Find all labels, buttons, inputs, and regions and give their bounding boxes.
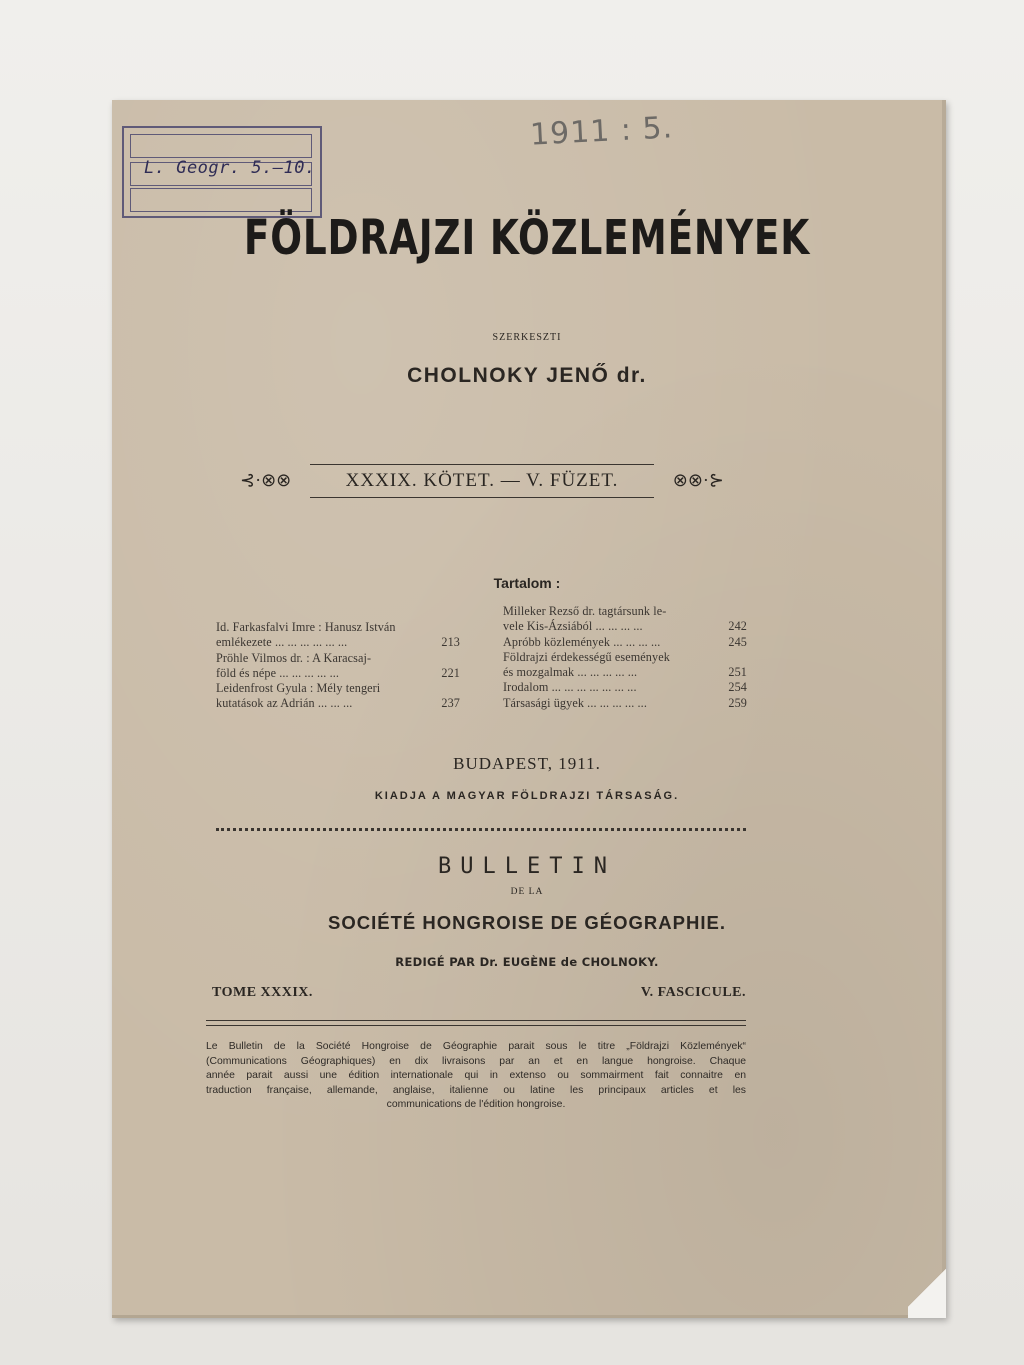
toc-entry-text: Pröhle Vilmos dr. : A Karacsaj- föld és népe ... ... ... ... ... — [216, 650, 372, 680]
notice-line: traduction française, allemande, anglaise, italienne ou latine les principaux articles et les — [206, 1084, 746, 1096]
toc-entry-text: Földrajzi érdekességű események és mozgalmak ... ... ... ... ... — [503, 649, 670, 680]
notice-line: Le Bulletin de la Société Hongroise de Géographie parait sous le titre „Földrajzi Közlemények“ — [206, 1041, 746, 1052]
editor-label: SZERKESZTI — [492, 332, 562, 343]
stamp-shelfmark: L. Geogr. 5.–10. — [144, 158, 316, 178]
toc-entry-page: 237 — [441, 696, 460, 711]
toc-entry-text: Irodalom ... ... ... ... ... ... ... — [503, 680, 637, 695]
dotted-divider — [216, 828, 746, 831]
journal-cover — [112, 100, 946, 1318]
toc-entry-page: 245 — [728, 634, 747, 649]
toc-entry-page: 213 — [441, 635, 460, 650]
library-stamp — [122, 126, 322, 218]
ornament-left-icon: ⊰·⊗⊗ — [240, 470, 292, 490]
toc-entry-page: 251 — [728, 665, 747, 680]
volume-label: XXXIX. KÖTET. — V. FÜZET. — [345, 470, 619, 491]
toc-entry-page: 242 — [728, 619, 747, 634]
toc-entry-text: Apróbb közlemények ... ... ... ... — [503, 634, 661, 649]
volume-band — [240, 464, 724, 498]
bulletin-de-la: DE LA — [510, 887, 544, 897]
journal-title: FÖLDRAJZI KÖZLEMÉNYEK — [243, 210, 811, 266]
notice-line: (Communications Géographiques) en dix livraisons par an et en langue hongroise. Chaque — [206, 1055, 746, 1067]
toc-entry — [216, 651, 460, 682]
toc-right-column — [503, 604, 747, 711]
toc-entry-text: Leidenfrost Gyula : Mély tengeri kutatások az Adrián ... ... ... — [216, 681, 381, 711]
toc-entry-text: Társasági ügyek ... ... ... ... ... — [503, 695, 647, 710]
notice-line: communications de l'édition hongroise. — [386, 1099, 566, 1111]
toc-entry-page: 221 — [441, 665, 460, 680]
toc-entry — [503, 650, 747, 681]
toc-entry-page: 259 — [728, 695, 747, 710]
toc-entry-text: Id. Farkasfalvi Imre : Hanusz István emlékezete ... ... ... ... ... ... — [216, 620, 396, 650]
toc-left-column — [216, 620, 460, 712]
toc-entry — [503, 696, 747, 711]
bulletin-title: BULLETIN — [438, 854, 616, 879]
place-year: BUDAPEST, 1911. — [453, 754, 601, 773]
folded-corner — [908, 1258, 946, 1318]
ornament-right-icon: ⊗⊗·⊱ — [672, 470, 724, 490]
notice-line: année parait aussi une édition internationale qui in extenso ou sommairment fait connaitre en — [206, 1070, 746, 1082]
double-divider — [206, 1020, 746, 1026]
toc-heading: Tartalom : — [493, 575, 561, 591]
toc-entry-page: 254 — [728, 680, 747, 695]
toc-entry — [503, 680, 747, 695]
society-name: SOCIÉTÉ HONGROISE DE GÉOGRAPHIE. — [328, 912, 726, 933]
toc-entry — [216, 620, 460, 651]
publisher-line: KIADJA A MAGYAR FÖLDRAJZI TÁRSASÁG. — [374, 790, 680, 802]
toc-entry — [503, 604, 747, 635]
toc-entry-text: Milleker Rezső dr. tagtársunk le- vele Kis-Ázsiából ... ... ... ... — [503, 604, 667, 634]
redige-line: REDIGÉ PAR Dr. EUGÈNE de CHOLNOKY. — [395, 955, 659, 969]
pencil-annotation: 1911 : 5. — [529, 110, 674, 153]
toc-entry — [216, 681, 460, 712]
fascicule-label: V. FASCICULE. — [640, 985, 746, 1000]
editor-name: CHOLNOKY JENŐ dr. — [407, 364, 647, 387]
toc-entry — [503, 635, 747, 650]
bulletin-notice — [206, 1040, 746, 1113]
tome-label: TOME XXXIX. — [212, 985, 313, 1000]
